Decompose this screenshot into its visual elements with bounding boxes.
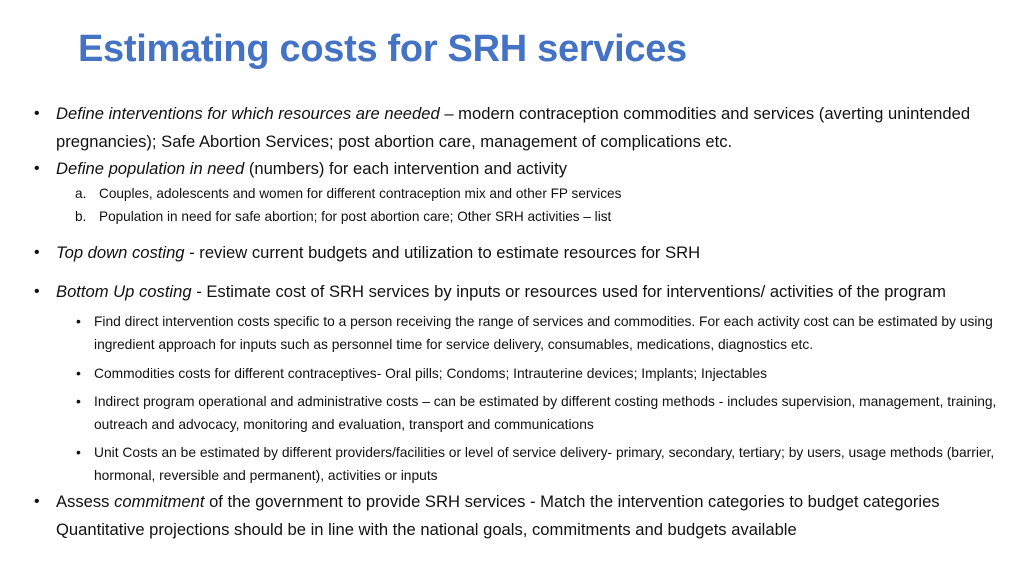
bullet-text: (numbers) for each intervention and activity <box>244 159 568 178</box>
bullet-marker: • <box>34 160 40 177</box>
bullet-text: of the government to provide SRH services - Match the intervention categories to budget categories Quantitative projections should be in line with the national goals, commitments and budgets available <box>56 492 940 539</box>
bullet-prefix: Assess <box>56 492 115 511</box>
sub-item-a <box>75 184 999 204</box>
bullet-marker: • <box>34 244 40 261</box>
bullet-marker: • <box>76 393 81 409</box>
sub-item-label: a. <box>75 186 87 201</box>
sub-bullet-unit-costs <box>76 441 1004 487</box>
bullet-define-interventions <box>34 100 1006 156</box>
bullet-bottom-up-costing <box>34 278 1006 306</box>
bullet-emphasis: Define interventions for which resources are needed <box>56 104 440 123</box>
slide-title: Estimating costs for SRH services <box>78 28 687 70</box>
sub-bullet-text: Unit Costs an be estimated by different providers/facilities or level of service delivery- primary, secondary, tertiary; by users, usage methods (barrier, hormonal, reversible and permanent), activities or inputs <box>94 445 995 483</box>
bullet-marker: • <box>34 493 40 510</box>
sub-bullet-indirect-costs <box>76 390 1004 436</box>
sub-bullet-text: Indirect program operational and administrative costs – can be estimated by different costing methods - includes supervision, management, training, outreach and advocacy, monitoring and evaluation, transport and communications <box>94 394 997 432</box>
sub-item-label: b. <box>75 209 87 224</box>
sub-item-b <box>75 207 999 227</box>
bullet-text: – modern contraception commodities and services (averting unintended pregnancies); Safe Abortion Services; post abortion care, management of complications etc. <box>56 104 971 151</box>
bullet-marker: • <box>34 283 40 300</box>
sub-item-text: Population in need for safe abortion; for post abortion care; Other SRH activities – list <box>99 209 612 224</box>
bullet-marker: • <box>34 105 40 122</box>
bullet-marker: • <box>76 313 81 329</box>
bullet-text: - Estimate cost of SRH services by inputs or resources used for interventions/ activities of the program <box>191 282 946 301</box>
bullet-emphasis: Bottom Up costing <box>56 282 192 301</box>
bullet-assess-commitment <box>34 488 1006 544</box>
bullet-emphasis: commitment <box>114 492 205 511</box>
sub-bullet-direct-costs <box>76 310 1004 356</box>
bullet-marker: • <box>76 365 81 381</box>
bullet-define-population <box>34 155 1006 183</box>
sub-bullet-commodities <box>76 362 1004 385</box>
sub-item-text: Couples, adolescents and women for different contraception mix and other FP services <box>99 186 622 201</box>
sub-bullet-text: Commodities costs for different contraceptives- Oral pills; Condoms; Intrauterine devices; Implants; Injectables <box>94 366 768 381</box>
bullet-emphasis: Define population in need <box>56 159 245 178</box>
bullet-emphasis: Top down costing <box>56 243 185 262</box>
sub-bullet-text: Find direct intervention costs specific to a person receiving the range of services and commodities. For each activity cost can be estimated by using ingredient approach for inputs such as personnel time for service delivery, consumables, medications, diagnostics etc. <box>94 314 993 352</box>
bullet-top-down-costing <box>34 239 1006 267</box>
bullet-text: - review current budgets and utilization to estimate resources for SRH <box>184 243 701 262</box>
bullet-marker: • <box>76 444 81 460</box>
